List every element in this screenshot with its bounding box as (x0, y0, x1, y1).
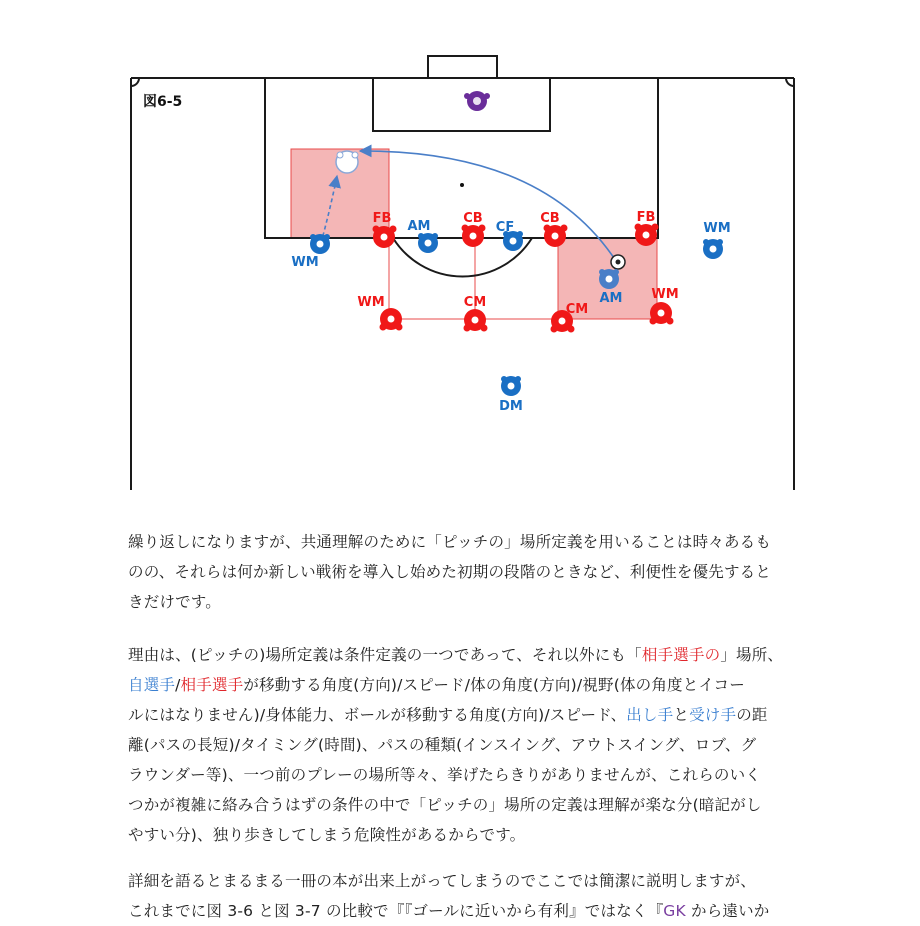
text-segment: のの、それらは何か新しい戦術を導入し始めた初期の段階のときなど、利便性を優先すると (128, 563, 772, 581)
text-segment: 詳細を語るとまるまる一冊の本が出来上がってしまうのでここでは簡潔に説明しますが、 (128, 872, 757, 890)
highlighted-term: 出し手 (626, 706, 674, 724)
red-player-cb-left (462, 225, 486, 248)
paragraph-2 (128, 640, 808, 850)
blue-player-wm-left (310, 234, 330, 254)
blue-label-wm-right: WM (703, 221, 731, 236)
red-player-cm-left (464, 309, 488, 332)
red-label-wm-left: WM (357, 295, 385, 310)
red-player-wm-left (380, 308, 403, 331)
pitch-lines (131, 56, 794, 490)
red-label-cb-right: CB (540, 211, 560, 226)
text-segment: 」場所、 (720, 646, 784, 664)
red-player-wm-right (650, 302, 674, 325)
text-line (128, 866, 808, 896)
red-label-cm-right: CM (565, 302, 589, 317)
highlighted-term: GK (663, 902, 686, 920)
text-segment: つかが複雑に絡み合うはずの条件の中で「ピッチの」場所の定義は理解が楽な分(暗記がし (128, 796, 762, 814)
red-player-fb-left (373, 226, 397, 249)
text-line (128, 557, 808, 587)
text-line (128, 640, 808, 670)
paragraph-3 (128, 866, 808, 926)
blue-label-am-right: AM (599, 291, 623, 306)
text-segment: ラウンダー等)、一つ前のプレーの場所等々、挙げたらきりがありませんが、これらのいく (128, 766, 762, 784)
text-segment: やすい分)、独り歩きしてしまう危険性があるからです。 (128, 826, 526, 844)
blue-label-dm: DM (499, 399, 523, 414)
highlighted-term: 相手選手 (180, 676, 244, 694)
highlighted-term: 自選手 (128, 676, 176, 694)
blue-player-am-left (418, 233, 438, 253)
text-line (128, 896, 808, 926)
text-line (128, 820, 808, 850)
text-segment: 繰り返しになりますが、共通理解のために「ピッチの」場所定義を用いることは時々あるも (128, 533, 772, 551)
text-line (128, 790, 808, 820)
red-label-cb-left: CB (463, 211, 483, 226)
text-segment: 離(パスの長短)/タイミング(時間)、パスの種類(インスイング、アウトスイング、ロブ、グ (128, 736, 757, 754)
figure-title: 図6-5 (143, 94, 183, 110)
text-segment: の距 (736, 706, 768, 724)
highlighted-term: 受け手 (689, 706, 737, 724)
highlighted-term: 相手選手の (641, 646, 721, 664)
blue-player-wm-right (703, 239, 723, 259)
text-segment: きだけです。 (128, 593, 221, 611)
blue-label-cf: CF (495, 220, 515, 235)
blue-player-dm (501, 376, 521, 396)
text-line (128, 670, 808, 700)
text-line (128, 760, 808, 790)
red-label-fb-left: FB (372, 211, 392, 226)
text-segment: / (175, 676, 181, 694)
text-line (128, 587, 808, 617)
goalkeeper-icon (464, 91, 490, 111)
receiver-target-icon (336, 151, 358, 173)
blue-label-wm-left: WM (291, 255, 319, 270)
text-segment: 理由は、(ピッチの)場所定義は条件定義の一つであって、それ以外にも「 (128, 646, 642, 664)
text-segment: から遠いか (685, 902, 770, 920)
text-segment: ルにはなりません)/身体能力、ボールが移動する角度(方向)/スピード、 (128, 706, 627, 724)
text-segment: と (673, 706, 690, 724)
text-segment: これまでに図 3-6 と図 3-7 の比較で『『ゴールに近いから有利』ではなく『 (128, 902, 664, 920)
ball-icon (611, 255, 625, 269)
paragraph-1 (128, 527, 808, 617)
red-label-cm-left: CM (463, 295, 487, 310)
blue-player-am-right (599, 269, 619, 289)
text-line (128, 527, 808, 557)
red-label-wm-right: WM (651, 287, 679, 302)
penalty-spot (460, 183, 464, 187)
blue-label-am-left: AM (407, 219, 431, 234)
text-line (128, 700, 808, 730)
red-label-fb-right: FB (636, 210, 656, 225)
text-line (128, 730, 808, 760)
text-segment: が移動する角度(方向)/スピード/体の角度(方向)/視野(体の角度とイコー (243, 676, 745, 694)
